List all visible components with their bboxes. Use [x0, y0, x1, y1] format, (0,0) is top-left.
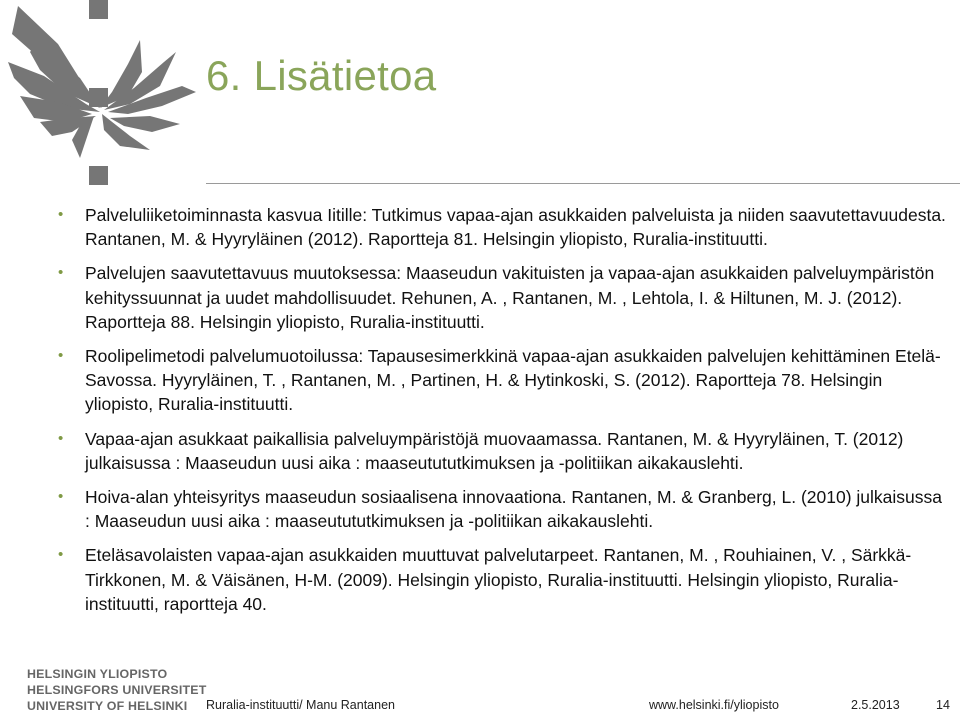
wordmark-line: HELSINGIN YLIOPISTO	[27, 667, 168, 681]
reference-item	[58, 427, 948, 475]
slide-title: 6. Lisätietoa	[206, 52, 437, 99]
reference-list	[58, 203, 948, 616]
wordmark-line: UNIVERSITY OF HELSINKI	[27, 699, 188, 713]
wordmark-line: HELSINGFORS UNIVERSITET	[27, 683, 207, 697]
bullet-icon: •	[58, 206, 64, 223]
footer-author: Ruralia-instituutti/ Manu Rantanen	[206, 698, 395, 712]
reference-item	[58, 485, 948, 533]
bullet-icon: •	[58, 429, 64, 447]
reference-text: Palveluliiketoiminnasta kasvua Iitille: Tutkimus vapaa-ajan asukkaiden palveluista ja niiden saavutettavuudesta. Rantanen, M. & Hyyryläinen (2012). Raportteja 81. Helsingin yliopisto, Ruralia-instituutti.	[85, 205, 946, 250]
university-logo-icon	[0, 0, 200, 190]
footer-date: 2.5.2013	[851, 698, 900, 712]
reference-item	[58, 543, 948, 616]
reference-text: Eteläsavolaisten vapaa-ajan asukkaiden muuttuvat palvelutarpeet. Rantanen, M. , Rouhiainen, V. , Särkkä-Tirkkonen, M. & Väisänen, H-M. (2009). Helsingin yliopisto, Ruralia-instituutti. Helsingin yliopisto, Ruralia-instituutti, raportteja 40.	[85, 545, 912, 614]
bullet-icon: •	[58, 488, 64, 506]
footer-url: www.helsinki.fi/yliopisto	[649, 698, 779, 712]
reference-item	[58, 344, 948, 417]
bullet-icon: •	[58, 347, 64, 365]
university-wordmark	[27, 666, 206, 714]
reference-item	[58, 261, 948, 334]
reference-text: Roolipelimetodi palvelumuotoilussa: Tapausesimerkkinä vapaa-ajan asukkaiden palvelujen kehittäminen Etelä-Savossa. Hyyryläinen, T. , Rantanen, M. , Partinen, H. & Hytinkoski, S. (2012). Raportteja 78. Helsingin yliopisto, Ruralia-instituutti.	[85, 346, 941, 415]
reference-text: Vapaa-ajan asukkaat paikallisia palveluympäristöjä muovaamassa. Rantanen, M. & Hyyryläinen, T. (2012) julkaisussa : Maaseudun uusi aika : maaseutututkimuksen ja -politiikan aikakauslehti.	[85, 428, 904, 473]
bullet-icon: •	[58, 264, 64, 282]
reference-text: Hoiva-alan yhteisyritys maaseudun sosiaalisena innovaationa. Rantanen, M. & Granberg, L. (2010) julkaisussa : Maaseudun uusi aika : maaseutututkimuksen ja -politiikan aikakauslehti.	[85, 487, 942, 532]
reference-text: Palvelujen saavutettavuus muutoksessa: Maaseudun vakituisten ja vapaa-ajan asukkaiden palveluympäristön kehityssuunnat ja uudet mahdollisuudet. Rehunen, A. , Rantanen, M. , Lehtola, I. & Hiltunen, M. J. (2012). Raportteja 88. Helsingin yliopisto, Ruralia-instituutti.	[85, 263, 935, 332]
title-divider	[206, 183, 960, 184]
bullet-icon: •	[58, 546, 64, 564]
reference-item	[58, 203, 948, 251]
page-number: 14	[936, 698, 950, 712]
